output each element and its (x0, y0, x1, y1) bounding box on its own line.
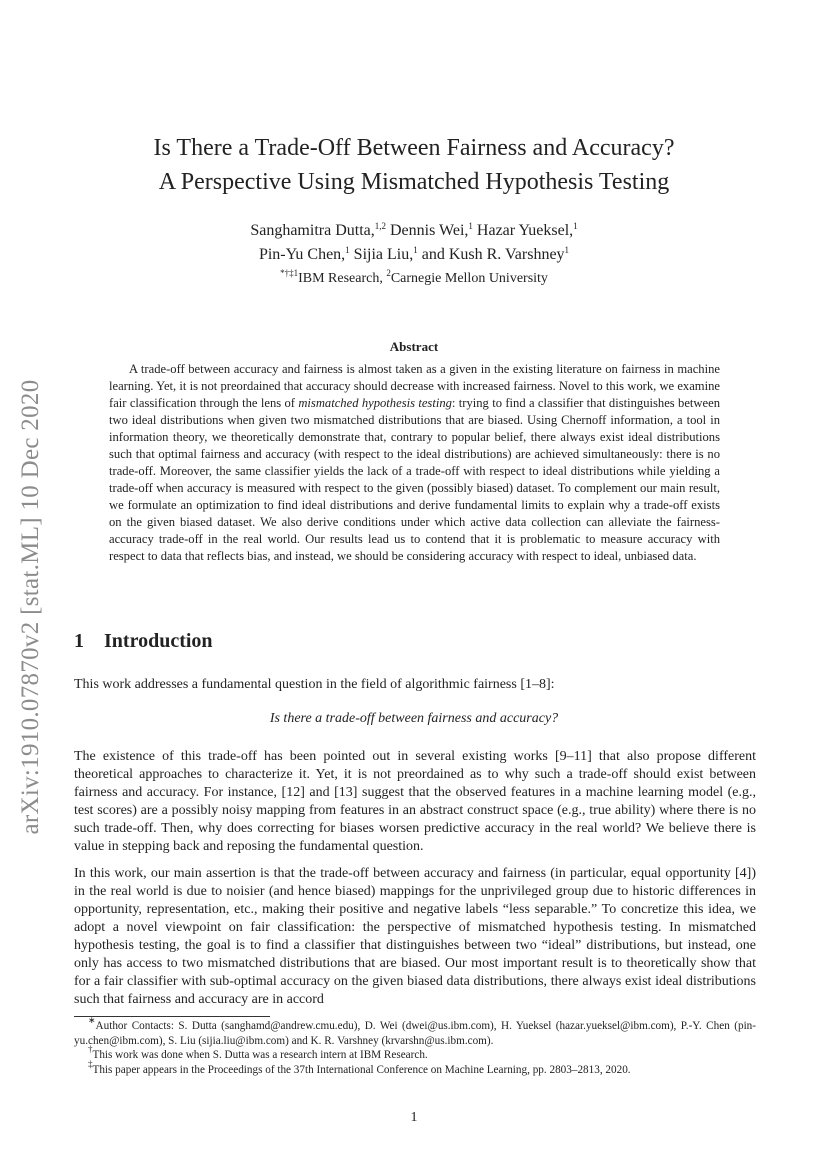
footnote-1-text: Author Contacts: S. Dutta (sanghamd@andrew.cmu.edu), D. Wei (dwei@us.ibm.com), H. Yueksel (hazar.yueksel@ibm.com), P.-Y. Chen (pin-yu.chen@ibm.com), S. Liu (sijia.liu@ibm.com) and K. R. Varshney (krvarshn@us.ibm.com). (74, 1020, 756, 1047)
author-yueksel-affil: 1 (573, 221, 578, 231)
affiliation-cmu: Carnegie Mellon University (390, 271, 548, 286)
footnote-3-text: This paper appears in the Proceedings of the 37th International Conference on Machine Learning, pp. 2803–2813, 2020. (92, 1063, 631, 1076)
title-line-1: Is There a Trade-Off Between Fairness and Accuracy? (153, 135, 675, 161)
abstract-heading: Abstract (389, 339, 439, 354)
abstract-emphasis: mismatched hypothesis testing (298, 396, 452, 410)
author-line-2 (0, 243, 828, 267)
footnote-2 (74, 1044, 756, 1063)
page-number: 1 (410, 1110, 418, 1125)
author-wei-affil: 1 (468, 221, 473, 231)
author-chen: Pin-Yu Chen, (258, 246, 346, 263)
author-line-1 (0, 219, 828, 243)
author-chen-affil: 1 (345, 245, 350, 255)
footnote-1 (74, 1015, 756, 1048)
author-dutta-affil: 1,2 (374, 221, 386, 231)
affiliation-mark-1: *†‡1 (280, 268, 299, 278)
affiliation-mark-2: 2 (386, 268, 391, 278)
footnote-3-mark: ‡ (88, 1058, 93, 1069)
footnote-2-mark: † (88, 1044, 93, 1054)
author-liu: Sijia Liu, (349, 246, 414, 263)
arxiv-identifier: arXiv:1910.07870v2 [stat.ML] 10 Dec 2020 (17, 379, 44, 835)
author-yueksel: Hazar Yueksel, (472, 222, 574, 239)
footnote-3 (74, 1058, 756, 1078)
section-number: 1 (74, 630, 84, 652)
paper-title (0, 131, 828, 199)
affiliation-line (0, 267, 828, 291)
research-question: Is there a trade-off between fairness and accuracy? (269, 711, 559, 726)
author-varshney-affil: 1 (564, 245, 570, 255)
section-heading (74, 630, 213, 653)
intro-paragraph-2: The existence of this trade-off has been pointed out in several existing works [9–11] that also propose different theoretical approaches to characterize it. Yet, it is not preordained as to why such a trade-off should exist between fairness and accuracy. For instance, [12] and [13] suggest that the observed features in a machine learning model (e.g., test scores) are a possibly noisy mapping from features in an abstract construct space (e.g., true ability) where there is no such trade-off. Then, why does correcting for biases worsen predictive accuracy in the real world? We believe there is value in stepping back and reposing the fundamental question. (74, 749, 756, 854)
affiliation-ibm: IBM Research, (298, 271, 387, 286)
author-dutta: Sanghamitra Dutta, (250, 222, 375, 239)
footnote-rule (74, 1016, 270, 1017)
footnotes (74, 1015, 756, 1077)
author-wei: Dennis Wei, (386, 222, 469, 239)
section-title: Introduction (104, 630, 213, 652)
author-block (0, 219, 828, 291)
intro-paragraph-1: This work addresses a fundamental question in the field of algorithmic fairness [1–8]: (74, 677, 555, 692)
footnote-2-text: This work was done when S. Dutta was a research intern at IBM Research. (92, 1049, 428, 1061)
arxiv-stamp (14, 352, 48, 862)
footnote-1-mark: ∗ (88, 1015, 96, 1025)
author-liu-affil: 1 (413, 245, 418, 255)
abstract-text-part-2: : trying to find a classifier that distinguishes between two ideal distributions when given two mismatched distributions that are biased. Using Chernoff information, a tool in information theory, we theoretically demonstrate that, contrary to popular belief, there always exist ideal distributions such that optimal fairness and accuracy (with respect to the ideal distributions) are achieved simultaneously: there is no trade-off. Moreover, the same classifier yields the lack of a trade-off with respect to ideal distributions while yielding a trade-off when accuracy is measured with respect to the given (possibly biased) dataset. To complement our main result, we formulate an optimization to find ideal distributions and derive fundamental limits to explain why a trade-off exists on the given biased dataset. We also derive conditions under which active data collection can alleviate the fairness-accuracy trade-off in the real world. Our results lead us to contend that it is problematic to measure accuracy with respect to data that reflects bias, and instead, we should be considering accuracy with respect to ideal, unbiased data. (109, 396, 720, 563)
author-varshney: and Kush R. Varshney (417, 246, 565, 263)
abstract-text (109, 361, 720, 565)
intro-paragraph-3: In this work, our main assertion is that the trade-off between accuracy and fairness (in particular, equal opportunity [4]) in the real world is due to noisier (and hence biased) mappings for the unprivileged group due to historic differences in opportunity, representation, etc., making their positive and negative labels “less separable.” To concretize this idea, we adopt a novel viewpoint on fair classification: the perspective of mismatched hypothesis testing. In mismatched hypothesis testing, the goal is to find a classifier that distinguishes between two “ideal” distributions, but instead, one only has access to two mismatched distributions that are biased. Our most important result is to theoretically show that for a fair classifier with sub-optimal accuracy on the given biased data distributions, there always exist ideal distributions such that fairness and accuracy are in accord (74, 866, 756, 1007)
abstract-text-part-1: A trade-off between accuracy and fairness is almost taken as a given in the existing literature on fairness in machine learning. Yet, it is not preordained that accuracy should decrease with increased fairness. Novel to this work, we examine fair classification through the lens of (109, 362, 720, 410)
title-line-2: A Perspective Using Mismatched Hypothesis Testing (158, 169, 670, 195)
